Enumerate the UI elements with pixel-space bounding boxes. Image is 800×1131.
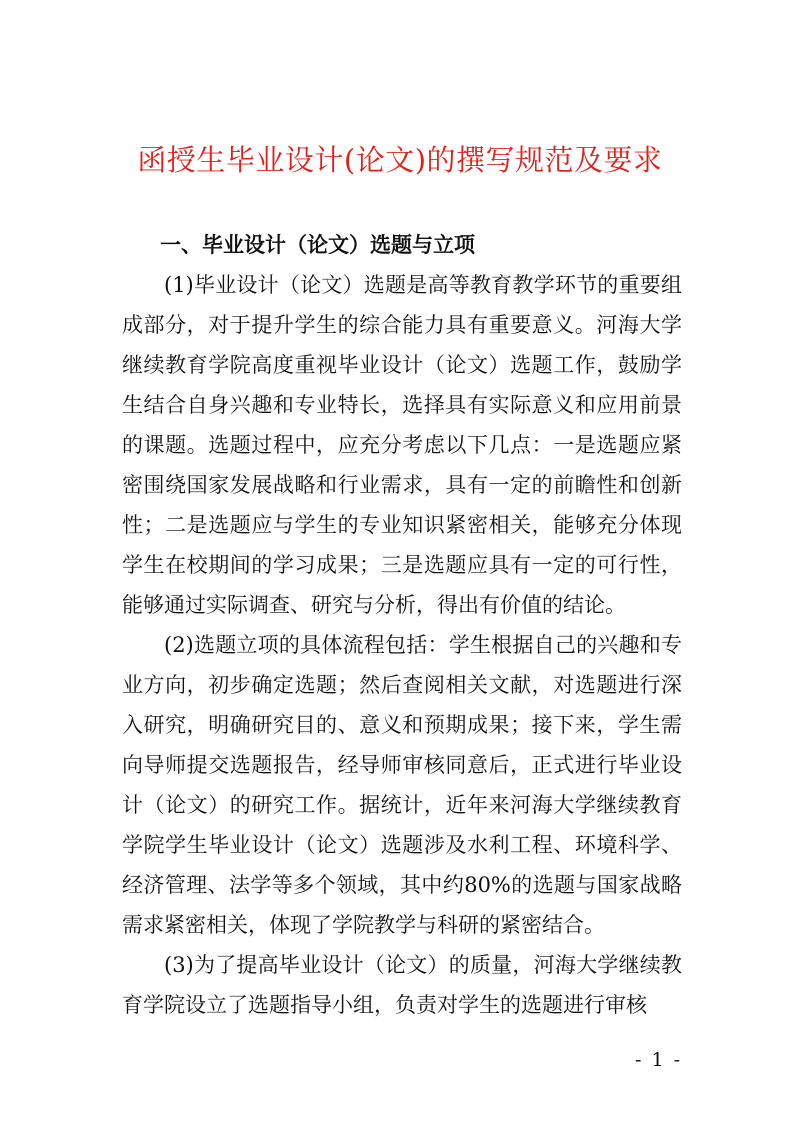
- section-heading: 一、毕业设计（论文）选题与立项: [160, 233, 475, 257]
- page-number: - 1 -: [634, 1049, 682, 1071]
- paragraph-3: (3)为了提高毕业设计（论文）的质量，河海大学继续教育学院设立了选题指导小组，负责对学生的选题进行审核: [122, 953, 682, 1017]
- paragraph-2: (2)选题立项的具体流程包括：学生根据自己的兴趣和专业方向，初步确定选题；然后查阅相关文献，对选题进行深入研究，明确研究目的、意义和预期成果；接下来，学生需向导师提交选题报告，经导师审核同意后，正式进行毕业设计（论文）的研究工作。据统计，近年来河海大学继续教育学院学生毕业设计（论文）选题涉及水利工程、环境科学、经济管理、法学等多个领域，其中约80%的选题与国家战略需求紧密相关，体现了学院教学与科研的紧密结合。: [122, 633, 682, 937]
- document-title: 函授生毕业设计(论文)的撰写规范及要求: [137, 143, 663, 177]
- paragraph-1: (1)毕业设计（论文）选题是高等教育教学环节的重要组成部分，对于提升学生的综合能力具有重要意义。河海大学继续教育学院高度重视毕业设计（论文）选题工作，鼓励学生结合自身兴趣和专业特长，选择具有实际意义和应用前景的课题。选题过程中，应充分考虑以下几点：一是选题应紧密围绕国家发展战略和行业需求，具有一定的前瞻性和创新性；二是选题应与学生的专业知识紧密相关，能够充分体现学生在校期间的学习成果；三是选题应具有一定的可行性，能够通过实际调查、研究与分析，得出有价值的结论。: [122, 273, 682, 617]
